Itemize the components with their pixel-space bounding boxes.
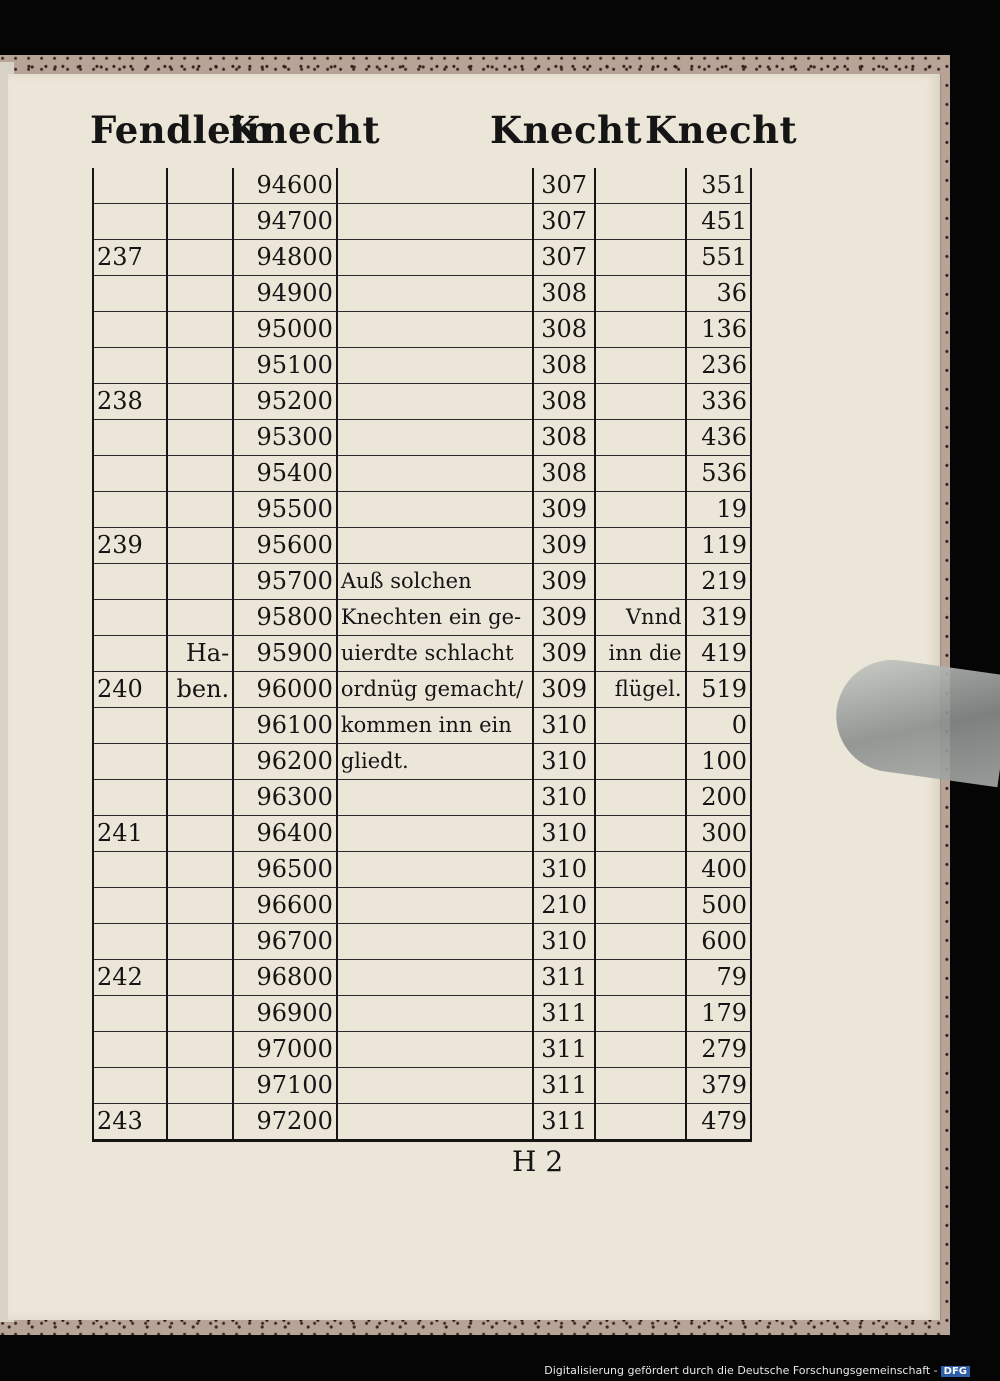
table-cell [93, 888, 167, 924]
table-cell [167, 384, 234, 420]
table-cell: 0 [686, 708, 751, 744]
table-cell: 96000 [233, 672, 337, 708]
table-cell: 307 [533, 168, 594, 204]
table-cell: 279 [686, 1032, 751, 1068]
table-cell [93, 276, 167, 312]
table-cell [595, 924, 686, 960]
table-cell: 94800 [233, 240, 337, 276]
table-cell [167, 924, 234, 960]
table-cell: 308 [533, 276, 594, 312]
table-cell: 500 [686, 888, 751, 924]
table-cell: 400 [686, 852, 751, 888]
table-cell [337, 816, 534, 852]
table-cell [167, 312, 234, 348]
table-row [93, 168, 751, 204]
table-cell [93, 204, 167, 240]
table-cell [595, 852, 686, 888]
table-row [93, 1032, 751, 1068]
table-cell: 336 [686, 384, 751, 420]
numeric-table [92, 168, 752, 1142]
table-row [93, 708, 751, 744]
table-cell: 311 [533, 1032, 594, 1068]
table-cell: 308 [533, 456, 594, 492]
header-mid: Knecht [490, 108, 643, 152]
table-row [93, 564, 751, 600]
table-row [93, 312, 751, 348]
table-cell: 300 [686, 816, 751, 852]
table-cell: 309 [533, 564, 594, 600]
table-cell [93, 1032, 167, 1068]
table-row [93, 420, 751, 456]
table-cell [167, 960, 234, 996]
table-row [93, 672, 751, 708]
table-cell: 36 [686, 276, 751, 312]
table-cell [167, 492, 234, 528]
table-cell: 311 [533, 996, 594, 1032]
table-cell: 96700 [233, 924, 337, 960]
table-row [93, 492, 751, 528]
table-cell [167, 1068, 234, 1104]
table-cell: 95700 [233, 564, 337, 600]
table-cell [167, 528, 234, 564]
table-row [93, 852, 751, 888]
table-cell [167, 600, 234, 636]
table-cell [337, 348, 534, 384]
table-cell [93, 600, 167, 636]
table-cell: 309 [533, 600, 594, 636]
table-cell: 210 [533, 888, 594, 924]
table-cell [93, 852, 167, 888]
table-cell: 242 [93, 960, 167, 996]
table-cell: 310 [533, 816, 594, 852]
header-left-1: Fendlein [90, 108, 274, 152]
table-cell [595, 456, 686, 492]
table-cell [595, 816, 686, 852]
table-cell: 309 [533, 492, 594, 528]
table-cell: 307 [533, 204, 594, 240]
table-cell [595, 708, 686, 744]
table-row [93, 240, 751, 276]
table-row [93, 996, 751, 1032]
table-cell [337, 888, 534, 924]
table-cell: 96200 [233, 744, 337, 780]
table-cell: 95400 [233, 456, 337, 492]
table-cell: 97200 [233, 1104, 337, 1141]
table-cell [167, 420, 234, 456]
table-cell [595, 996, 686, 1032]
table-cell [337, 168, 534, 204]
table-cell: 119 [686, 528, 751, 564]
table-row [93, 348, 751, 384]
table-cell [595, 240, 686, 276]
table-cell: 309 [533, 672, 594, 708]
table-cell [167, 564, 234, 600]
dfg-footer [544, 1364, 970, 1377]
table-cell: 95600 [233, 528, 337, 564]
table-cell [337, 312, 534, 348]
table-row [93, 384, 751, 420]
table-cell [337, 528, 534, 564]
table-cell: 243 [93, 1104, 167, 1141]
table-cell: 94900 [233, 276, 337, 312]
table-cell [93, 420, 167, 456]
table-cell [167, 348, 234, 384]
table-cell [167, 204, 234, 240]
table-cell [93, 636, 167, 672]
table-cell [93, 564, 167, 600]
header-left-2: Knecht [228, 108, 381, 152]
table-cell: 519 [686, 672, 751, 708]
table-cell [167, 996, 234, 1032]
table-cell [167, 1104, 234, 1141]
table-cell: 96300 [233, 780, 337, 816]
table-cell: 600 [686, 924, 751, 960]
table-row [93, 1068, 751, 1104]
table-cell [337, 204, 534, 240]
table-cell: 240 [93, 672, 167, 708]
table-cell: 19 [686, 492, 751, 528]
table-cell: 95000 [233, 312, 337, 348]
table-cell [93, 780, 167, 816]
table-cell: 238 [93, 384, 167, 420]
table-cell: 96600 [233, 888, 337, 924]
table-cell [595, 960, 686, 996]
table-row [93, 528, 751, 564]
table-cell [167, 276, 234, 312]
table-row [93, 924, 751, 960]
table-cell [337, 960, 534, 996]
table-cell: 96500 [233, 852, 337, 888]
table-cell: ordnüg gemacht/ [337, 672, 534, 708]
table-cell [337, 492, 534, 528]
table-cell: Auß solchen [337, 564, 534, 600]
table-row [93, 744, 751, 780]
table-cell: 97000 [233, 1032, 337, 1068]
table-cell: 236 [686, 348, 751, 384]
table-cell [93, 492, 167, 528]
table-cell: 311 [533, 960, 594, 996]
table-cell: ben. [167, 672, 234, 708]
table-cell [167, 1032, 234, 1068]
table-cell: kommen inn ein [337, 708, 534, 744]
table-cell [595, 1104, 686, 1141]
table-cell [337, 924, 534, 960]
table-cell [337, 276, 534, 312]
table-cell: 94700 [233, 204, 337, 240]
table-cell [167, 708, 234, 744]
table-cell: 379 [686, 1068, 751, 1104]
table-cell [595, 1068, 686, 1104]
table-cell [337, 420, 534, 456]
table-row [93, 276, 751, 312]
table-cell [167, 852, 234, 888]
table-cell: 551 [686, 240, 751, 276]
table-cell: 536 [686, 456, 751, 492]
table-cell: 310 [533, 924, 594, 960]
table-cell [337, 240, 534, 276]
table-cell: 311 [533, 1104, 594, 1141]
table-cell: 310 [533, 852, 594, 888]
table-cell: inn die [595, 636, 686, 672]
table-cell: 419 [686, 636, 751, 672]
table-cell: 96100 [233, 708, 337, 744]
table-cell: 219 [686, 564, 751, 600]
table-cell: 310 [533, 708, 594, 744]
table-cell: 308 [533, 312, 594, 348]
table-cell: 311 [533, 1068, 594, 1104]
table-cell [595, 276, 686, 312]
table-cell: 79 [686, 960, 751, 996]
table-row [93, 204, 751, 240]
table-cell: 309 [533, 528, 594, 564]
table-cell [595, 420, 686, 456]
table-cell [595, 168, 686, 204]
table-cell: 307 [533, 240, 594, 276]
table-cell: 310 [533, 780, 594, 816]
table-row [93, 456, 751, 492]
table-cell: 239 [93, 528, 167, 564]
table-cell: 95100 [233, 348, 337, 384]
table-cell [595, 312, 686, 348]
table-cell: 95800 [233, 600, 337, 636]
table-cell [167, 168, 234, 204]
table-cell: flügel. [595, 672, 686, 708]
table-cell [595, 492, 686, 528]
table-cell [337, 780, 534, 816]
table-cell [167, 780, 234, 816]
header-right: Knecht [645, 108, 798, 152]
dfg-logo: DFG [941, 1366, 970, 1377]
table-cell [93, 456, 167, 492]
table-cell [337, 456, 534, 492]
table-cell: 95200 [233, 384, 337, 420]
table-cell: 309 [533, 636, 594, 672]
table-row [93, 780, 751, 816]
table-cell: 100 [686, 744, 751, 780]
table-cell: 96900 [233, 996, 337, 1032]
table-cell: uierdte schlacht [337, 636, 534, 672]
table-cell [93, 1068, 167, 1104]
table-cell: 451 [686, 204, 751, 240]
table-row [93, 1104, 751, 1141]
table-cell [93, 708, 167, 744]
table-cell [93, 168, 167, 204]
table-row [93, 636, 751, 672]
table-cell [337, 1104, 534, 1141]
table-cell: 136 [686, 312, 751, 348]
table-cell: Vnnd [595, 600, 686, 636]
table-cell: 95300 [233, 420, 337, 456]
table-row [93, 960, 751, 996]
table-cell [167, 888, 234, 924]
table-cell [595, 348, 686, 384]
table-cell [595, 384, 686, 420]
table-cell [337, 996, 534, 1032]
table-cell [167, 240, 234, 276]
table-row [93, 816, 751, 852]
table-cell: 95900 [233, 636, 337, 672]
table-cell: 97100 [233, 1068, 337, 1104]
table-cell: 319 [686, 600, 751, 636]
table-cell: 351 [686, 168, 751, 204]
table-cell: 241 [93, 816, 167, 852]
table-cell [167, 816, 234, 852]
footer-text: Digitalisierung gefördert durch die Deutsche Forschungsgemeinschaft - [544, 1364, 938, 1377]
table-cell [595, 744, 686, 780]
table-cell [337, 384, 534, 420]
table-cell [167, 744, 234, 780]
table-cell: 308 [533, 384, 594, 420]
table-cell [337, 1068, 534, 1104]
table-cell [595, 1032, 686, 1068]
table-cell: 310 [533, 744, 594, 780]
table-cell: 308 [533, 348, 594, 384]
table-cell [337, 852, 534, 888]
table-cell: 436 [686, 420, 751, 456]
table-cell: gliedt. [337, 744, 534, 780]
table-cell [595, 888, 686, 924]
table-cell: Ha- [167, 636, 234, 672]
table-cell: 96400 [233, 816, 337, 852]
table-cell [595, 204, 686, 240]
table-cell [93, 744, 167, 780]
table-cell [595, 564, 686, 600]
table-cell [595, 528, 686, 564]
table-cell: 237 [93, 240, 167, 276]
table-cell: 94600 [233, 168, 337, 204]
table-cell [167, 456, 234, 492]
table-row [93, 888, 751, 924]
table-cell: Knechten ein ge- [337, 600, 534, 636]
table-cell [93, 996, 167, 1032]
table-cell: 308 [533, 420, 594, 456]
table-cell [337, 1032, 534, 1068]
table-cell: 200 [686, 780, 751, 816]
table-cell [93, 924, 167, 960]
table-cell [93, 348, 167, 384]
table-cell: 96800 [233, 960, 337, 996]
table-cell [93, 312, 167, 348]
table-cell: 479 [686, 1104, 751, 1141]
table-row [93, 600, 751, 636]
signature-mark: H 2 [512, 1145, 564, 1178]
table-cell: 95500 [233, 492, 337, 528]
table-cell: 179 [686, 996, 751, 1032]
table-body [93, 168, 751, 1141]
table-cell [595, 780, 686, 816]
